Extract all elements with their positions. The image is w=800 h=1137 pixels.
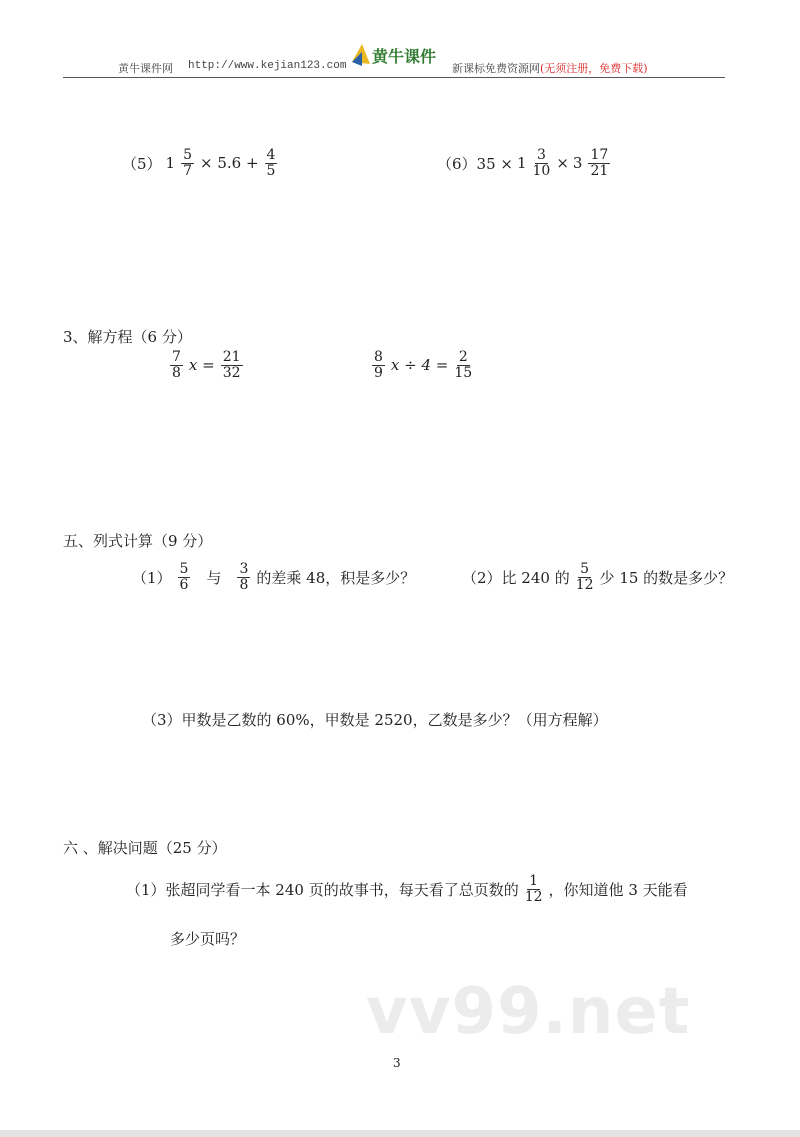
logo-text: 黄牛课件 [372,47,437,66]
denominator: 6 [179,576,189,593]
s6-q1-line2: 多少页吗？ [170,930,246,948]
fraction [454,350,472,380]
whole: 3 [572,154,583,173]
fraction [237,562,250,592]
denominator: 21 [590,162,609,179]
denominator: 8 [239,576,249,593]
q-text: （1）张超同学看一本 240 页的故事书，每天看了总页数的 [126,880,519,899]
numerator: 3 [239,561,249,577]
operator: × [556,154,569,173]
header-site-name: 黄牛课件网 [118,62,173,75]
fraction [170,350,183,380]
q-label: （1） [132,568,172,587]
calc-q5 [122,148,279,178]
q-text-rest: ，你知道他 3 天能看 [548,880,688,899]
header-url[interactable]: http://www.kejian123.com [188,60,347,72]
denominator: 32 [222,364,241,381]
denominator: 12 [575,576,594,593]
equation-mid: x ÷ 4 = [390,356,449,375]
fraction [265,148,278,178]
fraction [576,562,594,592]
numerator: 2 [458,349,468,365]
header-right-text [452,60,648,76]
section-3-title: 3、解方程（6 分） [63,328,192,346]
equation-1 [168,350,245,380]
operator: × 5.6 + [200,154,259,173]
whole: 1 [165,154,176,173]
numerator: 5 [580,561,590,577]
numerator: 17 [590,147,609,163]
denominator: 10 [532,162,551,179]
numerator: 1 [529,873,539,889]
q-text: 的差乘 48，积是多少？ [256,568,416,587]
calc-q6 [437,148,612,178]
numerator: 5 [179,561,189,577]
numerator: 4 [266,147,276,163]
watermark: vv99.net [366,975,691,1049]
header-rule [63,77,725,78]
denominator: 7 [183,162,193,179]
page-number: 3 [393,1056,401,1070]
s6-q1 [126,874,688,904]
fraction [588,148,610,178]
denominator: 8 [172,364,181,381]
fraction [533,148,551,178]
numerator: 5 [183,147,193,163]
header-slogan: 新课标免费资源网 [452,62,540,75]
numerator: 8 [374,349,383,365]
q-label: （6）35 × [437,154,513,173]
s5-q2 [462,562,733,592]
numerator: 3 [536,147,546,163]
fraction [372,350,385,380]
connector: 与 [206,568,222,587]
q-text: 少 15 的数是多少？ [599,568,734,587]
fraction [181,148,194,178]
numerator: 7 [172,349,181,365]
denominator: 9 [374,364,383,381]
equation-2 [370,350,474,380]
logo [350,40,438,72]
denominator: 15 [454,364,473,381]
denominator: 12 [524,888,543,905]
fraction [178,562,191,592]
bottom-bar [0,1130,800,1137]
fraction [525,874,543,904]
whole: 1 [516,154,527,173]
header-slogan-red: (无须注册，免费下载) [540,62,648,75]
section-5-title: 五、列式计算（9 分） [63,532,213,550]
fraction [221,350,243,380]
q-label: （2）比 240 的 [462,568,570,587]
s5-q3: （3）甲数是乙数的 60%，甲数是 2520，乙数是多少？（用方程解） [142,711,608,729]
q-label: （5） [122,154,162,173]
denominator: 5 [266,162,276,179]
logo-icon [350,40,372,70]
section-6-title: 六 、解决问题（25 分） [63,839,227,857]
s5-q1 [132,562,415,592]
numerator: 21 [222,349,241,365]
equation-mid: x = [188,356,215,375]
